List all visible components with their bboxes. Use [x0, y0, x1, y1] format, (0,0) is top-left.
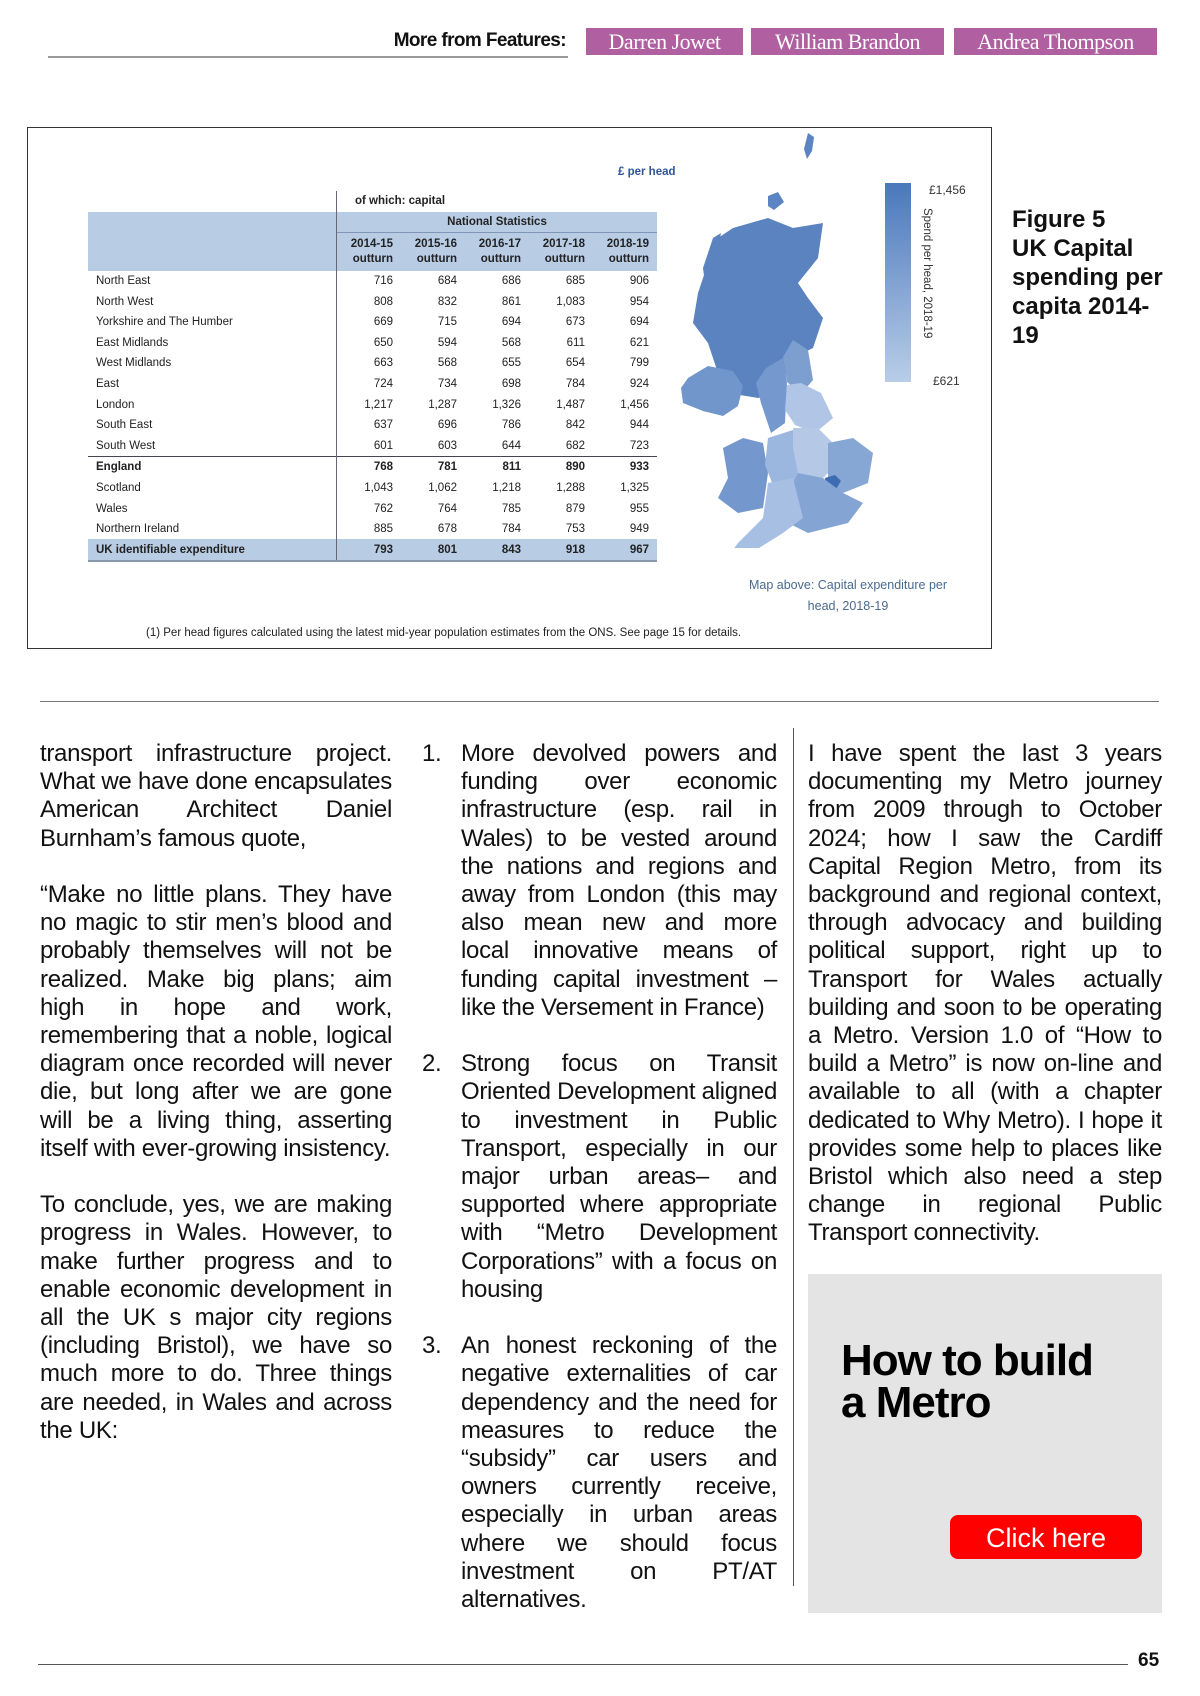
table-row [88, 435, 657, 456]
table-row [88, 457, 657, 478]
header-rule [48, 56, 568, 58]
column-header [529, 233, 593, 271]
table-row [88, 539, 657, 561]
cell-value: 785 [501, 502, 521, 515]
national-statistics-header: National Statistics [337, 212, 658, 233]
cell-value: 678 [437, 523, 457, 536]
cell-value: 906 [629, 274, 649, 287]
row-label: South West [88, 435, 337, 456]
list-text: An honest reckoning of the negative externalities of car dependency and the need for measures to reduce the “subsidy” car users and owners currently receive, especially in urban areas where we should focus investment on PT/AT alternatives. [461, 1332, 777, 1614]
row-label: North East [88, 271, 337, 292]
row-label: England [88, 457, 337, 478]
cell-value: 685 [565, 274, 585, 287]
cell-value: 1,043 [364, 481, 393, 494]
figure-image [27, 127, 992, 649]
outturn: outturn [352, 252, 393, 265]
year: 2015-16 [414, 237, 457, 250]
map-yorkshire [785, 383, 833, 433]
row-label: Wales [88, 498, 337, 519]
cell-value: 654 [565, 357, 585, 370]
cell-value: 799 [629, 357, 649, 370]
list-number: 3. [422, 1332, 442, 1360]
promo-title-line: a Metro [841, 1378, 991, 1427]
list-text: More devolved powers and funding over economic infrastructure (esp. rail in Wales) to be vested around the nations and regions and away from London (this may also mean new and more local innovative means of funding capital investment – like the Versement in France) [461, 740, 777, 1021]
outturn: outturn [544, 252, 585, 265]
cell-value: 637 [373, 419, 393, 432]
cell-value: 684 [437, 274, 457, 287]
cell-value: 1,487 [556, 398, 585, 411]
outturn: outturn [480, 252, 521, 265]
cell-value: 924 [629, 377, 649, 390]
cell-value: 698 [501, 377, 521, 390]
row-label: East Midlands [88, 332, 337, 353]
list-text: Strong focus on Transit Oriented Development aligned to investment in Public Transport, especially in our major urban areas– and supported where appropriate with “Metro Development Corporations” with a focus on housing [461, 1050, 777, 1303]
cell-value: 967 [593, 539, 657, 561]
author-tag-andrea-thompson[interactable]: Andrea Thompson [954, 28, 1157, 55]
row-label: Scotland [88, 478, 337, 499]
paragraph: I have spent the last 3 years documenting my Metro journey from 2009 through to October 2024; how I saw the Cardiff Capital Region Metro, from its background and regional context, through advocacy and building political support, right up to Transport for Wales actually building and soon to be operating a Metro. Version 1.0 of “How to build a Metro” is now on-line and available to all (with a chapter dedicated to Why Metro). I hope it provides some help to places like Bristol which also need a step change in regional Public Transport connectivity. [808, 740, 1162, 1247]
cell-value: 594 [437, 336, 457, 349]
capital-spending-table [88, 191, 657, 562]
cell-value: 944 [629, 419, 649, 432]
cell-value: 885 [373, 523, 393, 536]
table-row [88, 353, 657, 374]
caption-line: Figure 5 [1012, 206, 1106, 233]
article-column-1 [40, 740, 392, 1473]
paragraph: transport infrastructure project. What we have done encapsulates American Architect Daniel Burnham’s famous quote, [40, 740, 392, 852]
cell-value: 842 [565, 419, 585, 432]
table-row [88, 415, 657, 436]
cell-value: 1,288 [556, 481, 585, 494]
cell-value: 601 [373, 439, 393, 452]
cell-value: 762 [373, 502, 393, 515]
cell-value: 801 [401, 539, 465, 561]
row-label: UK identifiable expenditure [88, 539, 337, 561]
caption-line: capita 2014- [1012, 293, 1150, 320]
table-row [88, 271, 657, 292]
cell-value: 890 [529, 457, 593, 478]
map-shetland [804, 133, 814, 159]
author-tag-darren-jowet[interactable]: Darren Jowet [586, 28, 743, 55]
list-number: 2. [422, 1050, 442, 1078]
cell-value: 843 [465, 539, 529, 561]
cell-value: 723 [629, 439, 649, 452]
map-northern-ireland [681, 366, 743, 416]
colorbar-max-label: £1,456 [929, 183, 966, 197]
caption-line: 19 [1012, 322, 1039, 349]
cell-value: 768 [337, 457, 402, 478]
promo-title [841, 1336, 1093, 1427]
column-header [337, 233, 402, 271]
year: 2014-15 [350, 237, 393, 250]
cell-value: 1,083 [556, 295, 585, 308]
caption-line: UK Capital [1012, 235, 1134, 262]
cell-value: 686 [501, 274, 521, 287]
cell-value: 764 [437, 502, 457, 515]
cell-value: 949 [629, 523, 649, 536]
cell-value: 568 [501, 336, 521, 349]
section-divider [40, 701, 1159, 702]
cell-value: 694 [629, 316, 649, 329]
colorbar [885, 183, 911, 382]
uk-map [648, 128, 888, 548]
cell-value: 879 [565, 502, 585, 515]
column-rule [793, 728, 794, 1586]
table-row [88, 478, 657, 499]
cell-value: 724 [373, 377, 393, 390]
column-header [465, 233, 529, 271]
row-label: North West [88, 291, 337, 312]
map-orkney [768, 192, 784, 210]
year: 2017-18 [542, 237, 585, 250]
map-caption-line: Map above: Capital expenditure per [748, 578, 948, 592]
cell-value: 673 [565, 316, 585, 329]
promo-title-line: How to build [841, 1336, 1093, 1385]
table-row [88, 291, 657, 312]
article-column-2 [422, 740, 777, 1642]
cell-value: 663 [373, 357, 393, 370]
cell-value: 694 [501, 316, 521, 329]
how-to-build-a-metro-promo [808, 1274, 1162, 1613]
colorbar-min-label: £621 [933, 374, 960, 388]
year: 2018-19 [606, 237, 649, 250]
table-row [88, 394, 657, 415]
row-label: South East [88, 415, 337, 436]
cell-value: 781 [401, 457, 465, 478]
footer-rule [38, 1664, 1128, 1665]
page-number: 65 [1138, 1650, 1160, 1671]
cell-value: 621 [629, 336, 649, 349]
row-label: Northern Ireland [88, 519, 337, 540]
cell-value: 1,218 [492, 481, 521, 494]
cell-value: 753 [565, 523, 585, 536]
cell-value: 832 [437, 295, 457, 308]
footnote: (1) Per head figures calculated using the latest mid-year population estimates from the ONS. See page 15 for details. [146, 627, 742, 639]
cell-value: 811 [465, 457, 529, 478]
table-row [88, 498, 657, 519]
cell-value: 784 [565, 377, 585, 390]
figure-caption [1012, 205, 1192, 350]
article-column-3 [808, 740, 1162, 1276]
cell-value: 682 [565, 439, 585, 452]
cell-value: 655 [501, 357, 521, 370]
click-here-button[interactable]: Click here [950, 1515, 1142, 1559]
cell-value: 933 [593, 457, 657, 478]
more-from-features-label: More from Features: [393, 30, 566, 51]
cell-value: 1,456 [620, 398, 649, 411]
row-label: Yorkshire and The Humber [88, 312, 337, 333]
cell-value: 955 [629, 502, 649, 515]
list-item [422, 1332, 777, 1614]
row-label: East [88, 374, 337, 395]
cell-value: 611 [566, 336, 585, 349]
paragraph: To conclude, yes, we are making progress in Wales. However, to make further progress and to enable economic development in all the UK s major city regions (including Bristol), we have so much more to do. Three things are needed, in Wales and across the UK: [40, 1191, 392, 1444]
table-row [88, 374, 657, 395]
cell-value: 734 [437, 377, 457, 390]
caption-line: spending per [1012, 264, 1163, 291]
cell-value: 1,287 [428, 398, 457, 411]
cell-value: 568 [437, 357, 457, 370]
table-row [88, 312, 657, 333]
colorbar-title: Spend per head, 2018-19 [921, 208, 933, 339]
outturn: outturn [608, 252, 649, 265]
cell-value: 603 [437, 439, 457, 452]
author-tag-william-brandon[interactable]: William Brandon [751, 28, 944, 55]
cell-value: 1,062 [428, 481, 457, 494]
cell-value: 918 [529, 539, 593, 561]
map-caption [748, 575, 948, 617]
outturn: outturn [416, 252, 457, 265]
list-number: 1. [422, 740, 442, 767]
cell-value: 1,326 [492, 398, 521, 411]
unit-label: £ per head [618, 166, 676, 178]
row-label: London [88, 394, 337, 415]
table-row [88, 519, 657, 540]
paragraph: “Make no little plans. They have no magic to stir men’s blood and probably themselves will not be realized. Make big plans; aim high in hope and work, remembering that a noble, logical diagram once recorded will never die, but long after we are gone will be a living thing, asserting itself with ever-growing insistency. [40, 881, 392, 1162]
cell-value: 669 [373, 316, 393, 329]
cell-value: 716 [373, 274, 393, 287]
map-wales [718, 438, 768, 513]
row-label: West Midlands [88, 353, 337, 374]
cell-value: 715 [437, 316, 457, 329]
year: 2016-17 [478, 237, 521, 250]
column-header [401, 233, 465, 271]
cell-value: 786 [501, 419, 521, 432]
cell-value: 808 [373, 295, 393, 308]
list-item [422, 1050, 777, 1304]
list-item [422, 740, 777, 1022]
cell-value: 954 [629, 295, 649, 308]
cell-value: 1,325 [620, 481, 649, 494]
table-row [88, 332, 657, 353]
cell-value: 793 [337, 539, 402, 561]
map-caption-line: head, 2018-19 [807, 599, 889, 613]
cell-value: 644 [501, 439, 521, 452]
cell-value: 861 [501, 295, 521, 308]
of-which-label: of which: capital [355, 195, 446, 208]
cell-value: 650 [373, 336, 393, 349]
cell-value: 784 [501, 523, 521, 536]
cell-value: 696 [437, 419, 457, 432]
cell-value: 1,217 [364, 398, 393, 411]
